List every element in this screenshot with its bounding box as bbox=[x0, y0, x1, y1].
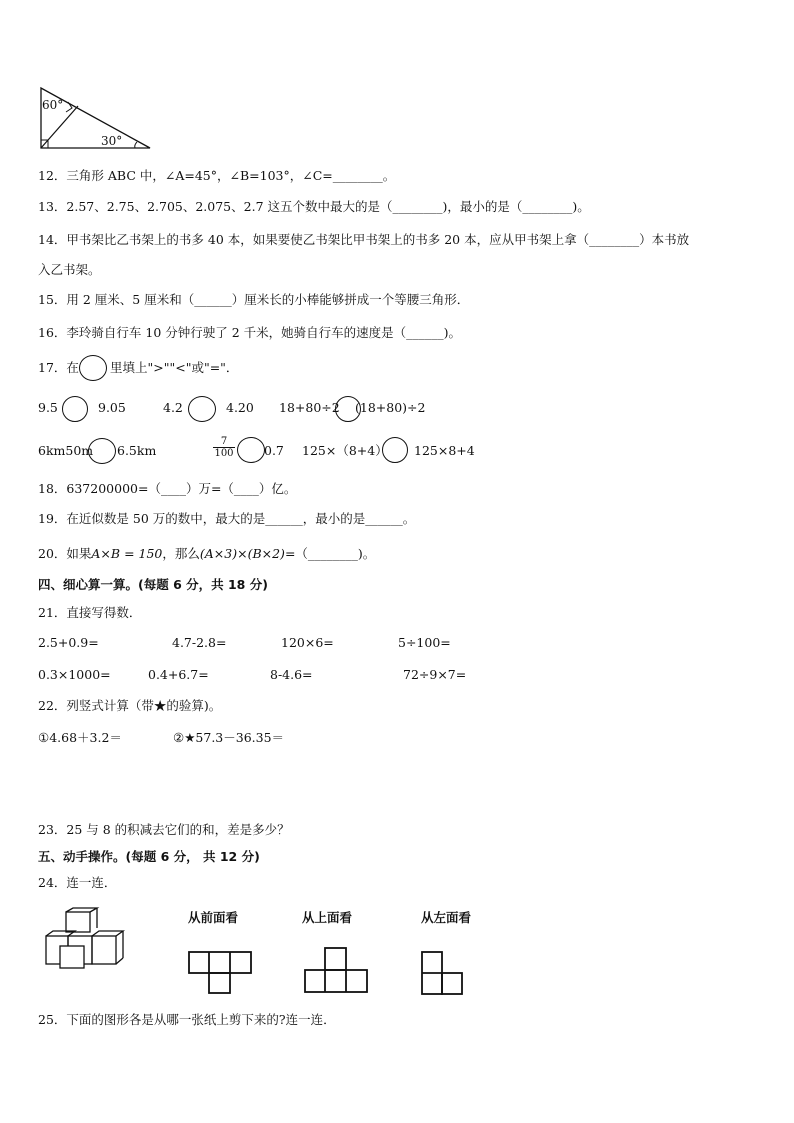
mental-calc-8: 72÷9×7= bbox=[403, 667, 467, 682]
compare-circle[interactable] bbox=[79, 355, 107, 381]
angle-30-label: 30° bbox=[101, 134, 123, 148]
question-18: 18．637200000=（____）万=（____）亿。 bbox=[38, 481, 297, 496]
question-17-prefix: 17．在 bbox=[38, 360, 79, 375]
vertical-calc-2: ②★57.3－36.35＝ bbox=[173, 730, 285, 745]
q20-expression: (A×3)×(B×2) bbox=[199, 546, 285, 561]
compare-6-right: 125×8+4 bbox=[414, 443, 475, 458]
q20-prefix: 20．如果 bbox=[38, 546, 92, 561]
fraction-denominator: 100 bbox=[214, 448, 234, 459]
compare-4-right: 6.5km bbox=[117, 443, 157, 458]
mental-calc-2: 4.7-2.8= bbox=[172, 635, 227, 650]
fraction-numerator: 7 bbox=[220, 436, 228, 447]
left-view-shape bbox=[420, 950, 466, 996]
compare-4-left: 6km50m bbox=[38, 443, 94, 458]
question-14-line1: 14．甲书架比乙书架上的书多 40 本，如果要使乙书架比甲书架上的书多 20 本，应从甲书架上拿（________）本书放 bbox=[38, 232, 690, 247]
mental-calc-1: 2.5+0.9= bbox=[38, 635, 99, 650]
q20-equation: A×B = 150 bbox=[91, 546, 163, 561]
compare-2-left: 4.2 bbox=[163, 400, 183, 415]
compare-5-right: 0.7 bbox=[264, 443, 284, 458]
mental-calc-4: 5÷100= bbox=[398, 635, 451, 650]
question-22: 22．列竖式计算（带★的验算)。 bbox=[38, 698, 222, 713]
question-21: 21．直接写得数． bbox=[38, 605, 142, 620]
compare-3-right: (18+80)÷2 bbox=[355, 400, 426, 415]
mental-calc-6: 0.4+6.7= bbox=[148, 667, 209, 682]
mental-calc-3: 120×6= bbox=[281, 635, 334, 650]
vertical-calc-1: ①4.68＋3.2＝ bbox=[38, 730, 122, 745]
q20-suffix: =（________)。 bbox=[284, 546, 376, 561]
compare-6-left: 125×（8+4） bbox=[302, 443, 388, 458]
question-25: 25．下面的图形各是从哪一张纸上剪下来的?连一连． bbox=[38, 1012, 336, 1027]
question-16: 16．李玲骑自行车 10 分钟行驶了 2 千米，她骑自行车的速度是（______)。 bbox=[38, 325, 462, 340]
top-view-shape bbox=[304, 946, 368, 994]
mental-calc-7: 8-4.6= bbox=[270, 667, 313, 682]
question-14-line2: 入乙书架。 bbox=[38, 262, 101, 277]
compare-circle[interactable] bbox=[88, 438, 116, 464]
question-15: 15．用 2 厘米、5 厘米和（______）厘米长的小棒能够拼成一个等腰三角形． bbox=[38, 292, 470, 307]
question-12: 12．三角形 ABC 中，∠A=45°，∠B=103°，∠C=________。 bbox=[38, 168, 396, 183]
compare-circle[interactable] bbox=[237, 437, 265, 463]
compare-circle[interactable] bbox=[62, 396, 88, 422]
section-5-heading: 五、动手操作。(每题 6 分， 共 12 分) bbox=[38, 849, 260, 864]
compare-3-left: 18+80÷2 bbox=[279, 400, 340, 415]
question-19: 19．在近似数是 50 万的数中，最大的是______，最小的是______。 bbox=[38, 511, 416, 526]
section-4-heading: 四、细心算一算。(每题 6 分，共 18 分) bbox=[38, 577, 268, 592]
fraction-7-100 bbox=[213, 436, 235, 459]
compare-circle[interactable] bbox=[188, 396, 216, 422]
compare-circle[interactable] bbox=[382, 437, 408, 463]
question-13: 13．2.57、2.75、2.705、2.075、2.7 这五个数中最大的是（________)，最小的是（________)。 bbox=[38, 199, 590, 214]
question-24: 24．连一连． bbox=[38, 875, 117, 890]
compare-1-right: 9.05 bbox=[98, 400, 126, 415]
q20-mid: ，那么 bbox=[162, 546, 200, 561]
triangle-figure bbox=[38, 84, 153, 152]
question-17-suffix: 里填上">""<"或"="． bbox=[110, 360, 239, 375]
question-20 bbox=[38, 546, 375, 562]
mental-calc-5: 0.3×1000= bbox=[38, 667, 111, 682]
view-label-top: 从上面看 bbox=[302, 910, 353, 925]
question-23: 23．25 与 8 的积减去它们的和，差是多少？ bbox=[38, 822, 290, 837]
view-label-left: 从左面看 bbox=[421, 910, 472, 925]
cube-stack-figure bbox=[44, 906, 136, 970]
compare-2-right: 4.20 bbox=[226, 400, 254, 415]
angle-60-label: 60° bbox=[42, 98, 64, 112]
front-view-shape bbox=[188, 950, 253, 995]
compare-1-left: 9.5 bbox=[38, 400, 58, 415]
view-label-front: 从前面看 bbox=[188, 910, 239, 925]
